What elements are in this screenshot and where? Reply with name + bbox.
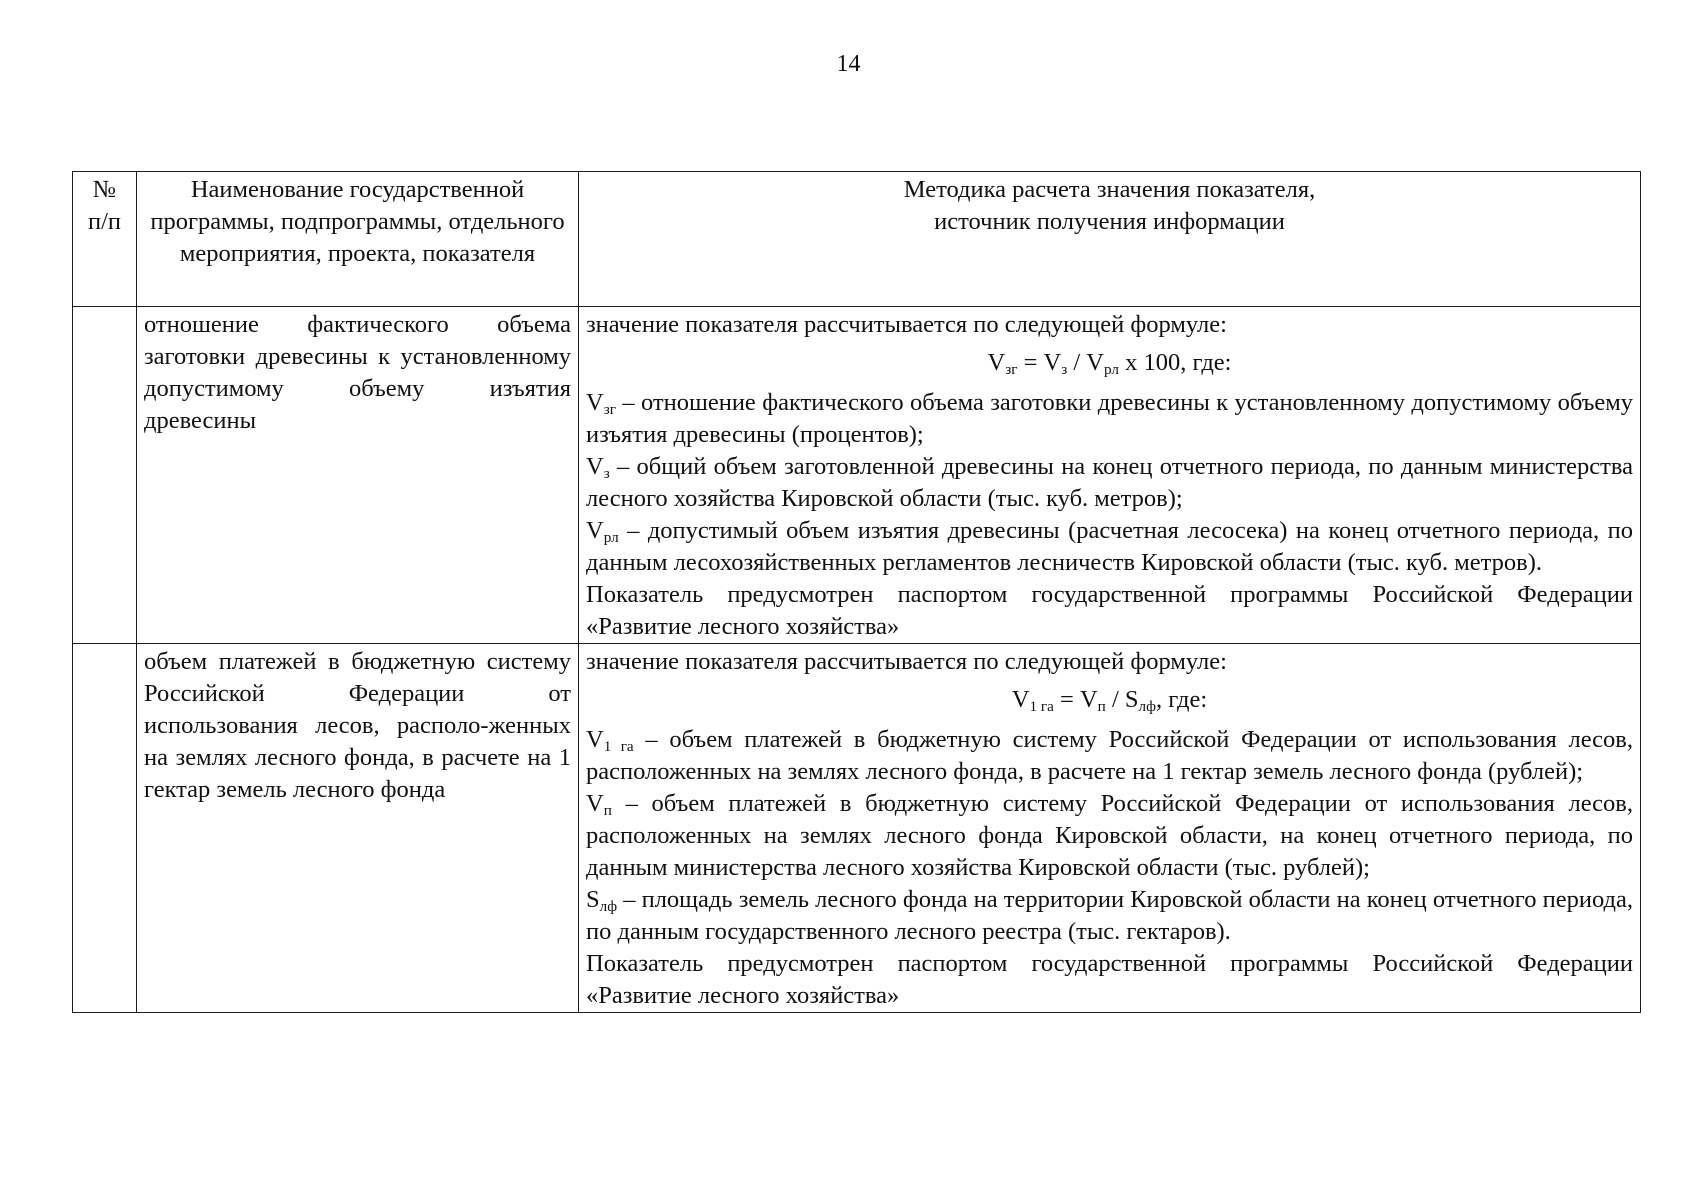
definition: $V_п$ – объем платежей в бюджетную систему Российской Федерации от использования лесов, расположенных на землях лесного фонда Кировской области, на конец отчетного периода, по данным министерства лесного хозяйства Кировской области (тыс. рублей); — [586, 790, 1633, 881]
method-formula: $V_{1 га} = V_п / S_{лф}$, где: — [1011, 686, 1208, 715]
method-intro: значение показателя рассчитывается по следующей формуле: — [586, 648, 1227, 675]
row-num — [73, 307, 137, 644]
header-method — [579, 172, 1641, 307]
method-note: Показатель предусмотрен паспортом государственной программы Российской Федерации «Развитие лесного хозяйства» — [586, 950, 1633, 1009]
definition: $S_{лф}$ – площадь земель лесного фонда на территории Кировской области на конец отчетного периода, по данным государственного лесного реестра (тыс. гектаров). — [586, 886, 1633, 945]
header-method-line2: источник получения информации — [934, 208, 1285, 235]
method-formula: $V_{зг} = V_з / V_{рл}$ x 100, где: — [987, 349, 1232, 378]
definition: $V_{зг}$ – отношение фактического объема заготовки древесины к установленному допустимому объему изъятия древесины (процентов); — [586, 389, 1633, 448]
row-num — [73, 644, 137, 1013]
header-num: № п/п — [73, 172, 137, 307]
definition: $V_{рл}$ – допустимый объем изъятия древесины (расчетная лесосека) на конец отчетного периода, по данным лесохозяйственных регламентов лесничеств Кировской области (тыс. куб. метров). — [586, 517, 1633, 576]
indicator-method — [579, 644, 1641, 1013]
definition: $V_{1 га}$ – объем платежей в бюджетную систему Российской Федерации от использования лесов, расположенных на землях лесного фонда, в расчете на 1 гектар земель лесного фонда (рублей); — [586, 726, 1633, 785]
table-row — [73, 644, 1641, 1013]
header-name: Наименование государственной программы, подпрограммы, отдельного мероприятия, проекта, показателя — [137, 172, 579, 307]
method-intro: значение показателя рассчитывается по следующей формуле: — [586, 311, 1227, 338]
indicator-method — [579, 307, 1641, 644]
definition: $V_з$ – общий объем заготовленной древесины на конец отчетного периода, по данным министерства лесного хозяйства Кировской области (тыс. куб. метров); — [586, 453, 1633, 512]
table-row — [73, 307, 1641, 644]
method-note: Показатель предусмотрен паспортом государственной программы Российской Федерации «Развитие лесного хозяйства» — [586, 581, 1633, 640]
indicator-name: отношение фактического объема заготовки древесины к установленному допустимому объему изъятия древесины — [137, 307, 579, 644]
indicators-table — [72, 171, 1641, 1013]
indicator-name: объем платежей в бюджетную систему Российской Федерации от использования лесов, располо-женных на землях лесного фонда, в расчете на 1 гектар земель лесного фонда — [137, 644, 579, 1013]
header-method-line1: Методика расчета значения показателя, — [903, 176, 1316, 203]
table-header-row — [73, 172, 1641, 307]
page-number: 14 — [836, 51, 861, 77]
